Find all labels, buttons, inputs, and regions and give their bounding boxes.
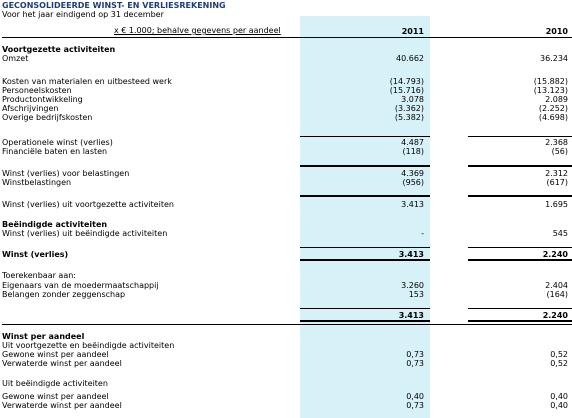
row-label: Operationele winst (verlies) — [2, 138, 113, 147]
subtotal-rule — [468, 247, 572, 248]
subtotal-rule — [300, 166, 430, 167]
row-value-2010: 0,40 — [550, 401, 568, 410]
column-header-2011: 2011 — [401, 27, 424, 36]
row-value-2010: 36.234 — [540, 54, 568, 63]
row-value-2011: 3.413 — [398, 311, 424, 320]
row-label: Financiële baten en lasten — [2, 147, 108, 156]
row-value-2011: 3.078 — [401, 95, 424, 104]
row-value-2010: 2.089 — [545, 95, 568, 104]
row-value-2010: 2.240 — [542, 311, 568, 320]
row-value-2011: (118) — [402, 147, 424, 156]
subtotal-rule — [468, 260, 572, 261]
row-label: Gewone winst per aandeel — [2, 392, 109, 401]
row-value-2011: (5.382) — [394, 113, 424, 122]
row-value-2011: 0,73 — [406, 350, 424, 359]
row-label: Overige bedrijfskosten — [2, 113, 93, 122]
subtotal-rule — [300, 136, 430, 137]
subtotal-rule — [300, 196, 430, 197]
row-label: Winst (verlies) uit voortgezette activiteiten — [2, 200, 174, 209]
row-value-2010: (15.882) — [533, 77, 568, 86]
subtotal-rule — [468, 321, 572, 322]
row-value-2010: 2.240 — [542, 250, 568, 259]
row-value-2010: (56) — [551, 147, 568, 156]
row-label: Winst (verlies) — [2, 250, 69, 259]
row-label: Verwaterde winst per aandeel — [2, 359, 122, 368]
row-value-2010: (4.698) — [538, 113, 568, 122]
subtotal-rule — [468, 196, 572, 197]
row-value-2010: (2.252) — [538, 104, 568, 113]
subtotal-rule — [300, 321, 430, 322]
row-value-2011: (15.716) — [389, 86, 424, 95]
row-value-2011: (956) — [402, 178, 424, 187]
row-value-2011: 0,73 — [406, 401, 424, 410]
statement-subtitle: Voor het jaar eindigend op 31 december — [2, 10, 164, 19]
row-value-2010: 545 — [552, 229, 568, 238]
row-label: Winst per aandeel — [2, 332, 85, 341]
units-note: x € 1.000; behalve gegevens per aandeel — [114, 26, 281, 35]
row-label: Verwaterde winst per aandeel — [2, 401, 122, 410]
row-label: Toerekenbaar aan: — [2, 271, 77, 280]
row-value-2010: (13.123) — [533, 86, 568, 95]
header-underline — [2, 37, 572, 38]
row-value-2011: (3.362) — [394, 104, 424, 113]
row-value-2011: 3.260 — [401, 281, 424, 290]
subtotal-rule — [300, 308, 430, 309]
subtotal-rule — [300, 247, 430, 248]
row-label: Afschrijvingen — [2, 104, 59, 113]
row-label: Winst (verlies) voor belastingen — [2, 169, 130, 178]
row-label: Gewone winst per aandeel — [2, 350, 109, 359]
row-label: Winstbelastingen — [2, 178, 72, 187]
row-label: Uit beëindigde activiteiten — [2, 379, 108, 388]
subtotal-rule — [468, 136, 572, 137]
row-value-2010: 1.695 — [545, 200, 568, 209]
row-label: Uit voortgezette en beëindigde activiteiten — [2, 341, 175, 350]
row-value-2010: (164) — [546, 290, 568, 299]
row-label: Winst (verlies) uit beëindigde activiteiten — [2, 229, 168, 238]
row-value-2010: 2.312 — [545, 169, 568, 178]
row-value-2011: 4.487 — [401, 138, 424, 147]
column-header-2010: 2010 — [545, 27, 568, 36]
row-value-2010: 0,52 — [550, 359, 568, 368]
row-value-2011: 3.413 — [398, 250, 424, 259]
row-label: Belangen zonder zeggenschap — [2, 290, 126, 299]
row-value-2011: 0,40 — [406, 392, 424, 401]
row-value-2010: (617) — [546, 178, 568, 187]
row-label: Personeelskosten — [2, 86, 72, 95]
statement-title: GECONSOLIDEERDE WINST- EN VERLIESREKENING — [2, 1, 226, 10]
row-value-2011: (14.793) — [389, 77, 424, 86]
row-value-2010: 0,40 — [550, 392, 568, 401]
row-label: Eigenaars van de moedermaatschappij — [2, 281, 159, 290]
section-divider — [2, 324, 572, 325]
row-label: Omzet — [2, 54, 29, 63]
row-value-2011: 3.413 — [401, 200, 424, 209]
row-value-2010: 2.404 — [545, 281, 568, 290]
subtotal-rule — [300, 260, 430, 261]
row-value-2011: 153 — [408, 290, 424, 299]
row-label: Beëindigde activiteiten — [2, 220, 108, 229]
subtotal-rule — [468, 308, 572, 309]
row-value-2010: 0,52 — [550, 350, 568, 359]
row-value-2010: 2.368 — [545, 138, 568, 147]
subtotal-rule — [468, 166, 572, 167]
row-label: Voortgezette activiteiten — [2, 45, 116, 54]
row-value-2011: 4.369 — [401, 169, 424, 178]
row-label: Kosten van materialen en uitbesteed werk — [2, 77, 172, 86]
row-label: Productontwikkeling — [2, 95, 83, 104]
row-value-2011: - — [421, 229, 424, 238]
row-value-2011: 40.662 — [396, 54, 424, 63]
row-value-2011: 0,73 — [406, 359, 424, 368]
